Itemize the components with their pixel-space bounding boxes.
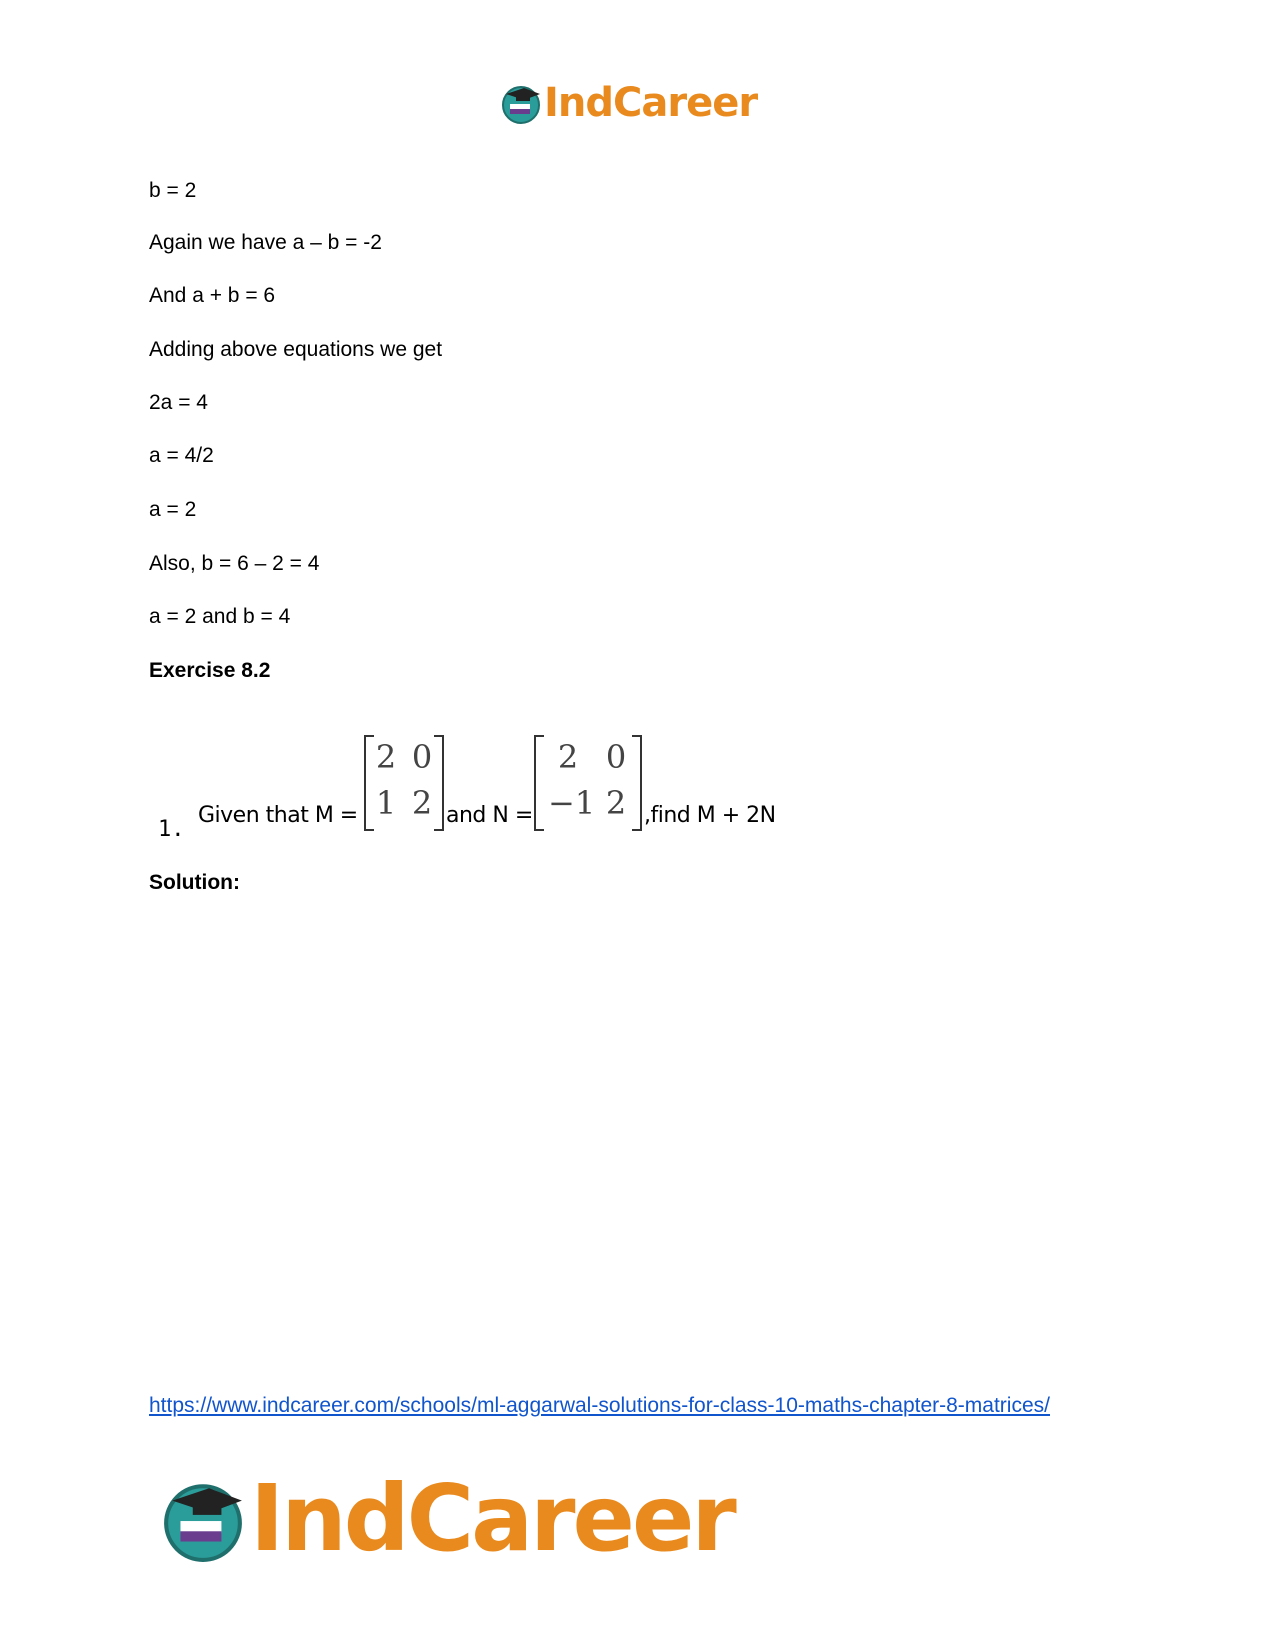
- matrix-n: [534, 735, 642, 829]
- matrix-m: [364, 735, 444, 829]
- question-suffix: ,find M + 2N: [644, 803, 776, 828]
- matrix-cell: 2: [557, 738, 579, 776]
- question-1: [158, 735, 858, 842]
- matrix-cell: 1: [375, 784, 397, 822]
- logo-text: IndCareer: [544, 80, 758, 126]
- text-line: Again we have a – b = -2: [149, 231, 382, 254]
- matrix-cell: −1: [548, 784, 596, 822]
- matrix-cell: 2: [411, 784, 433, 822]
- question-number: 1.: [158, 817, 185, 842]
- exercise-heading: Exercise 8.2: [149, 659, 271, 682]
- matrix-cell: 0: [605, 738, 627, 776]
- text-line: Also, b = 6 – 2 = 4: [149, 552, 320, 575]
- logo-text: IndCareer: [250, 1465, 734, 1572]
- text-line: a = 2: [149, 498, 197, 521]
- graduation-globe-icon: [160, 1476, 246, 1562]
- matrix-bracket-left: [534, 735, 544, 831]
- question-middle: and N =: [446, 803, 533, 828]
- matrix-cell: 2: [375, 738, 397, 776]
- text-line: 2a = 4: [149, 391, 208, 414]
- text-line: And a + b = 6: [149, 284, 276, 307]
- source-link[interactable]: https://www.indcareer.com/schools/ml-aggarwal-solutions-for-class-10-maths-chapter-8-matrices/: [149, 1394, 1050, 1417]
- text-line: a = 2 and b = 4: [149, 605, 291, 628]
- graduation-globe-icon: [500, 82, 542, 124]
- header-logo: [500, 80, 757, 126]
- text-line: Adding above equations we get: [149, 338, 443, 361]
- solution-label: Solution:: [149, 871, 240, 894]
- text-line: a = 4/2: [149, 444, 214, 467]
- footer-logo: [160, 1465, 734, 1572]
- question-prefix: Given that M =: [198, 803, 358, 828]
- matrix-cell: 2: [605, 784, 627, 822]
- matrix-cell: 0: [411, 738, 433, 776]
- text-line: b = 2: [149, 179, 197, 202]
